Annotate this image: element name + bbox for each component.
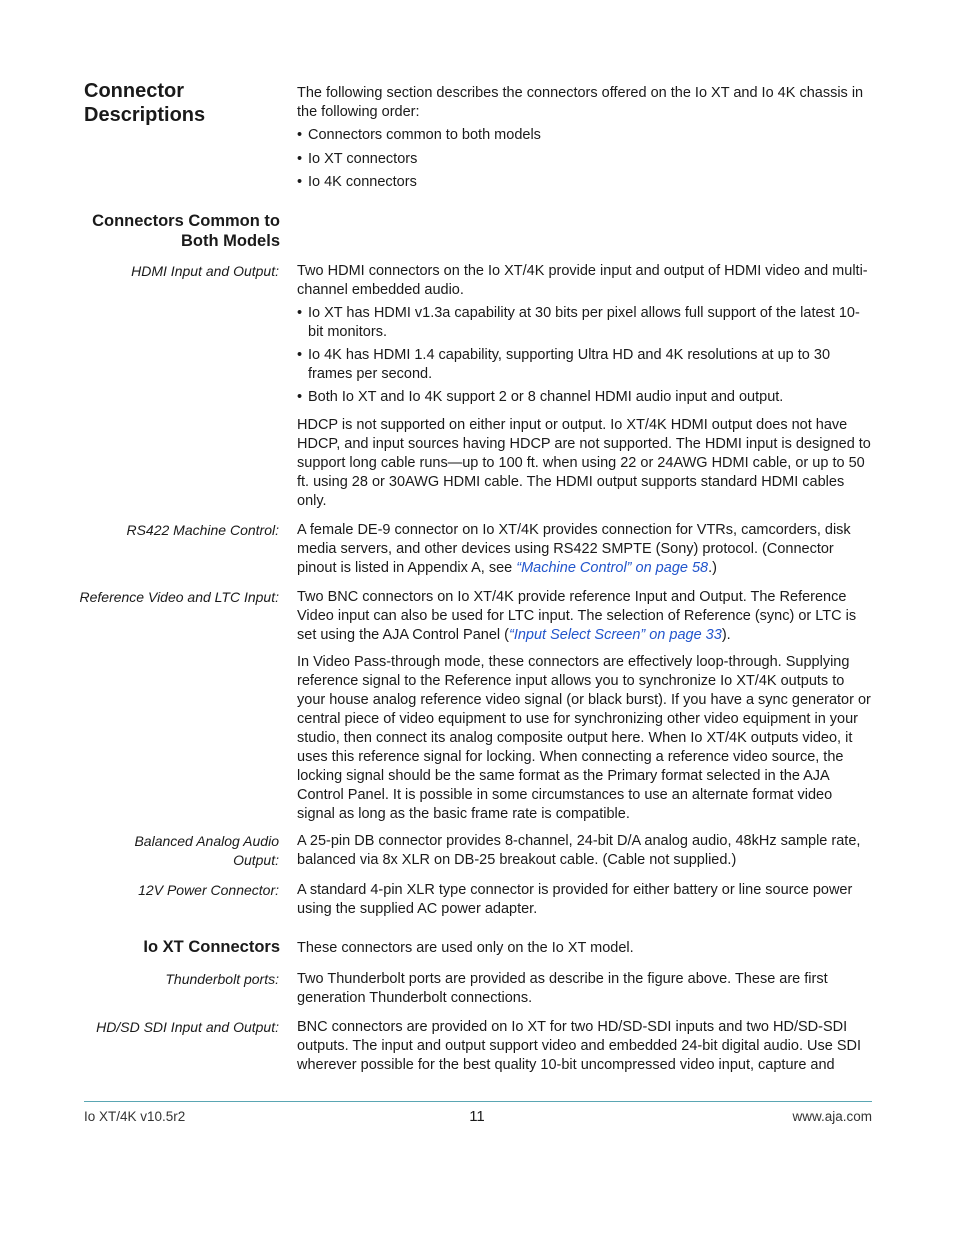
hdmi-intro: Two HDMI connectors on the Io XT/4K provide input and output of HDMI video and multi-channel embedded audio.	[297, 263, 868, 298]
reference-label: Reference Video and LTC Input:	[79, 589, 279, 605]
thunderbolt-paragraph: Two Thunderbolt ports are provided as describe in the figure above. These are first generation Thunderbolt connections.	[297, 971, 828, 1006]
power-label: 12V Power Connector:	[138, 882, 279, 898]
bullet-icon: •	[297, 174, 303, 190]
bullet-icon: •	[297, 151, 303, 167]
footer-doc-version: Io XT/4K v10.5r2	[84, 1109, 186, 1124]
rs422-paragraph: A female DE-9 connector on Io XT/4K provides connection for VTRs, camcorders, disk media servers, and other devices using RS422 SMPTE (Sony) protocol. (Connector pinout is listed in Appendix A, see “Machine Control” on page 58.)	[297, 522, 851, 576]
common-heading-line2: Both Models	[181, 232, 280, 250]
rs422-label: RS422 Machine Control:	[126, 522, 279, 538]
bullet-icon: •	[297, 305, 303, 321]
bullet-icon: •	[297, 347, 303, 363]
bullet-icon: •	[297, 127, 303, 143]
section-title-line2: Descriptions	[84, 104, 206, 126]
ioxt-intro: These connectors are used only on the Io XT model.	[297, 940, 634, 956]
hdmi-label: HDMI Input and Output:	[131, 263, 279, 279]
hdmi-hdcp-paragraph: HDCP is not supported on either input or output. Io XT/4K HDMI output does not have HDCP, and input sources having HDCP are not supported. The HDMI input is designed to support long cable runs—up to 100 ft. when using 22 or 24AWG HDMI cable, or up to 50 ft. using 28 or 30AWG HDMI cable. The HDMI output supports standard HDMI cables only.	[297, 417, 871, 509]
hdmi-bullet: • Io XT has HDMI v1.3a capability at 30 bits per pixel allows full support of the latest 10-bit monitors.	[297, 305, 860, 340]
sdi-paragraph: BNC connectors are provided on Io XT for two HD/SD-SDI inputs and two HD/SD-SDI outputs. The input and output support video and embedded 24-bit digital audio. Use SDI wherever possible for the best quality 10-bit uncompressed video input, capture and	[297, 1019, 862, 1073]
footer-divider	[84, 1101, 872, 1102]
order-list-item: • Io XT connectors	[297, 151, 418, 167]
reference-paragraph: Two BNC connectors on Io XT/4K provide reference Input and Output. The Reference Video input can also be used for LTC input. The selection of Reference (sync) or LTC is set using the AJA Control Panel (“Input Select Screen” on page 33).	[297, 589, 857, 643]
section-title-line1: Connector	[84, 80, 184, 102]
common-heading-line1: Connectors Common to	[92, 212, 280, 230]
reference-passthrough-paragraph: In Video Pass-through mode, these connectors are effectively loop-through. Supplying reference signal to the Reference input allows you to synchronize Io XT/4K outputs to your house analog reference video signal (or black burst). If you have a sync generator or central piece of video equipment to use for synchronizing other video equipment in your studio, then connect its analog composite output here. When Io XT/4K outputs video, it uses this reference signal for locking. When connecting a reference video source, the locking signal should be the same format as the Primary format selected in the AJA Control Panel. It is possible in some circumstances to use an alternate format video signal as long as the basic frame rate is compatible.	[297, 654, 871, 822]
section-title	[84, 79, 284, 127]
section-intro: The following section describes the connectors offered on the Io XT and Io 4K chassis in the following order:	[297, 85, 864, 120]
hdmi-bullet: • Both Io XT and Io 4K support 2 or 8 channel HDMI audio input and output.	[297, 389, 784, 405]
order-list-item: • Connectors common to both models	[297, 127, 541, 143]
footer-website: www.aja.com	[792, 1109, 872, 1124]
input-select-link[interactable]: “Input Select Screen” on page 33	[509, 627, 722, 643]
audio-paragraph: A 25-pin DB connector provides 8-channel, 24-bit D/A analog audio, 48kHz sample rate, balanced via 8x XLR on DB-25 breakout cable. (Cable not supplied.)	[297, 833, 861, 868]
power-paragraph: A standard 4-pin XLR type connector is provided for either battery or line source power using the supplied AC power adapter.	[297, 882, 853, 917]
machine-control-link[interactable]: “Machine Control” on page 58	[516, 560, 709, 576]
hdmi-bullet: • Io 4K has HDMI 1.4 capability, supporting Ultra HD and 4K resolutions at up to 30 frames per second.	[297, 347, 831, 382]
bullet-icon: •	[297, 389, 303, 405]
thunderbolt-label: Thunderbolt ports:	[165, 971, 279, 987]
ioxt-heading: Io XT Connectors	[143, 938, 280, 956]
order-list-item: • Io 4K connectors	[297, 174, 417, 190]
common-heading	[92, 211, 280, 251]
page-number: 11	[469, 1108, 485, 1125]
sdi-label: HD/SD SDI Input and Output:	[96, 1019, 279, 1035]
audio-label: Balanced Analog Audio Output:	[134, 833, 279, 868]
